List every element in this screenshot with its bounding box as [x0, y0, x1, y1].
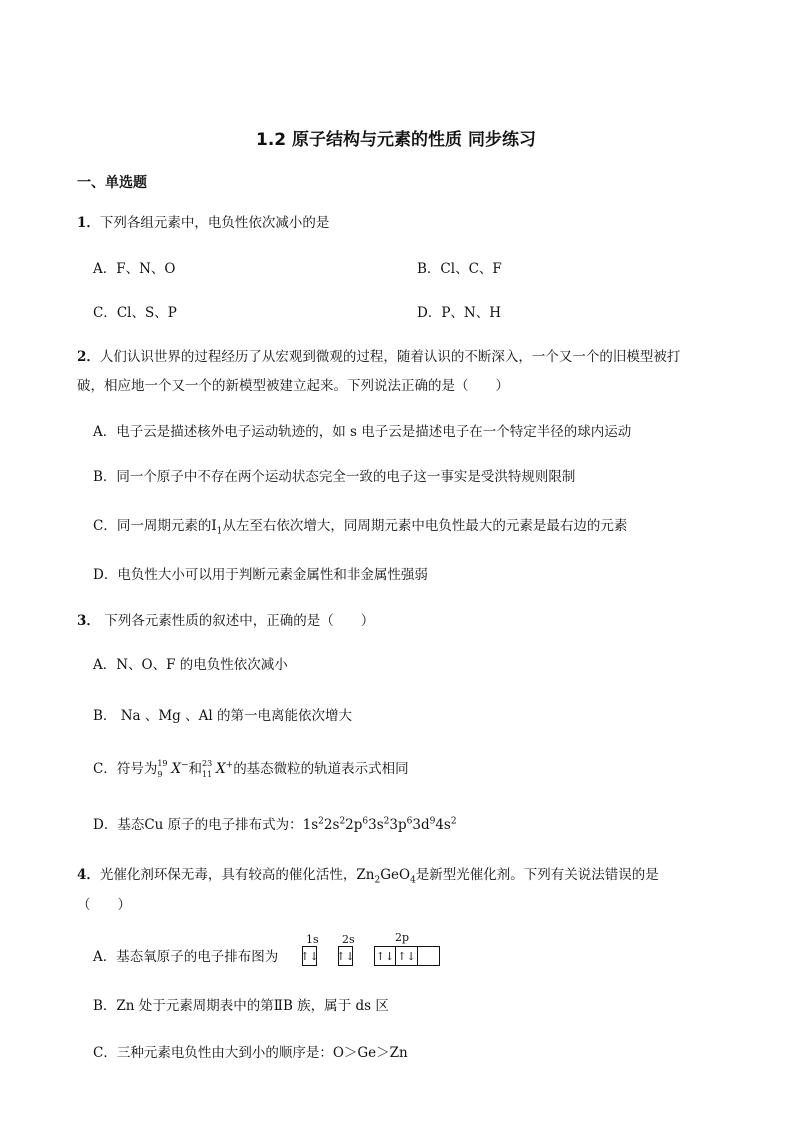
electron-count: 2	[450, 816, 457, 827]
subshell: 2p	[345, 817, 363, 833]
orbital-box	[418, 946, 440, 966]
question-text: GeO	[380, 867, 411, 883]
question-text: 下列各组元素中，电负性依次减小的是	[99, 215, 330, 231]
nuclide-notation	[157, 758, 171, 779]
question-text: 人们认识世界的过程经历了从宏观到微观的过程，随着认识的不断深入，一个又一个的旧模型被打	[99, 349, 681, 365]
question-1-stem	[77, 211, 329, 231]
electron-count: 6	[406, 816, 413, 827]
subscript: 2	[374, 875, 381, 886]
nuclide-notation	[202, 758, 216, 779]
electron-configuration	[303, 817, 457, 833]
subshell: 4s	[435, 817, 451, 833]
ion-charge: +	[225, 760, 234, 771]
option-text: 和	[188, 761, 203, 777]
option-text: C．同一周期元素的I	[93, 518, 217, 534]
question-text: 是新型光催化剂。下列有关说法错误的是	[415, 867, 659, 883]
option-a: A．N、O、F 的电负性依次减小	[93, 657, 288, 673]
question-text: 光催化剂环保无毒，具有较高的催化活性，Zn	[99, 867, 375, 883]
question-number: 3．	[77, 613, 100, 629]
question-number: 2．	[77, 349, 100, 365]
question-number: 4．	[77, 867, 100, 883]
question-2-stem-line2: 破，相应地一个又一个的新模型被建立起来。下列说法正确的是（ ）	[77, 378, 509, 394]
subshell: 3p	[389, 817, 407, 833]
subscript: 1	[216, 526, 223, 537]
option-text: C．符号为	[93, 761, 158, 777]
option-b: B．Cl、C、F	[417, 261, 502, 277]
orbital-box: ↑↓	[396, 946, 418, 966]
electron-count: 2	[383, 816, 390, 827]
orbital-2s	[338, 946, 353, 966]
option-text: 从左至右依次增大，同周期元素中电负性最大的元素是最右边的元素	[222, 518, 628, 534]
orbital-box: ↑↓	[302, 946, 317, 966]
orbital-label-2p: 2p	[395, 931, 410, 944]
option-a: A．F、N、O	[93, 261, 176, 277]
atomic-number: 11	[202, 769, 213, 779]
question-4-stem-line1	[77, 863, 659, 886]
ion-charge: −	[180, 760, 189, 771]
option-a: A．电子云是描述核外电子运动轨迹的，如 s 电子云是描述电子在一个特定半径的球内运动	[93, 424, 632, 440]
option-c: C．Cl、S、P	[93, 305, 177, 321]
question-3-stem	[77, 609, 374, 629]
option-text: 的基态微粒的轨道表示式相同	[233, 761, 409, 777]
element-symbol: X	[171, 761, 181, 777]
option-c	[93, 757, 409, 777]
option-text: D．基态Cu 原子的电子排布式为：	[93, 817, 303, 833]
atomic-number: 9	[157, 769, 163, 779]
section-heading: 一、单选题	[77, 175, 147, 191]
element-symbol: X	[216, 761, 226, 777]
mass-number: 19	[157, 758, 168, 768]
electron-count: 2	[318, 816, 324, 827]
question-4-stem-line2: （ ）	[77, 897, 131, 913]
orbital-1s	[302, 946, 317, 966]
option-b: B．同一个原子中不存在两个运动状态完全一致的电子这一事实是受洪特规则限制	[93, 469, 576, 485]
option-b: B． Na 、Mg 、Al 的第一电离能依次增大	[93, 708, 352, 724]
orbital-label-2s: 2s	[342, 933, 355, 946]
subscript: 4	[410, 875, 416, 886]
option-c	[93, 514, 628, 537]
option-c: C．三种元素电负性由大到小的顺序是：O＞Ge＞Zn	[93, 1045, 408, 1061]
question-2-stem-line1	[77, 345, 680, 365]
electron-count: 9	[429, 816, 436, 827]
option-d	[93, 813, 457, 833]
subshell: 1s	[302, 817, 319, 833]
orbital-box: ↑↓	[338, 946, 353, 966]
subshell: 3s	[368, 817, 384, 833]
option-d: D．P、N、H	[417, 305, 501, 321]
orbital-2p	[374, 946, 440, 966]
page-title: 1.2 原子结构与元素的性质 同步练习	[256, 130, 536, 150]
electron-count: 2	[339, 816, 346, 827]
option-a: A．基态氧原子的电子排布图为	[93, 949, 279, 965]
question-number: 1．	[77, 215, 100, 231]
subshell: 2s	[323, 817, 340, 833]
option-d: D．电负性大小可以用于判断元素金属性和非金属性强弱	[93, 567, 428, 583]
electron-count: 6	[362, 816, 369, 827]
mass-number: 23	[202, 758, 213, 768]
option-b: B．Zn 处于元素周期表中的第ⅡB 族，属于 ds 区	[93, 998, 389, 1014]
orbital-box: ↑↓	[374, 946, 396, 966]
subshell: 3d	[412, 817, 430, 833]
orbital-label-1s: 1s	[306, 933, 319, 946]
question-text: 下列各元素性质的叙述中，正确的是（ ）	[104, 613, 375, 629]
